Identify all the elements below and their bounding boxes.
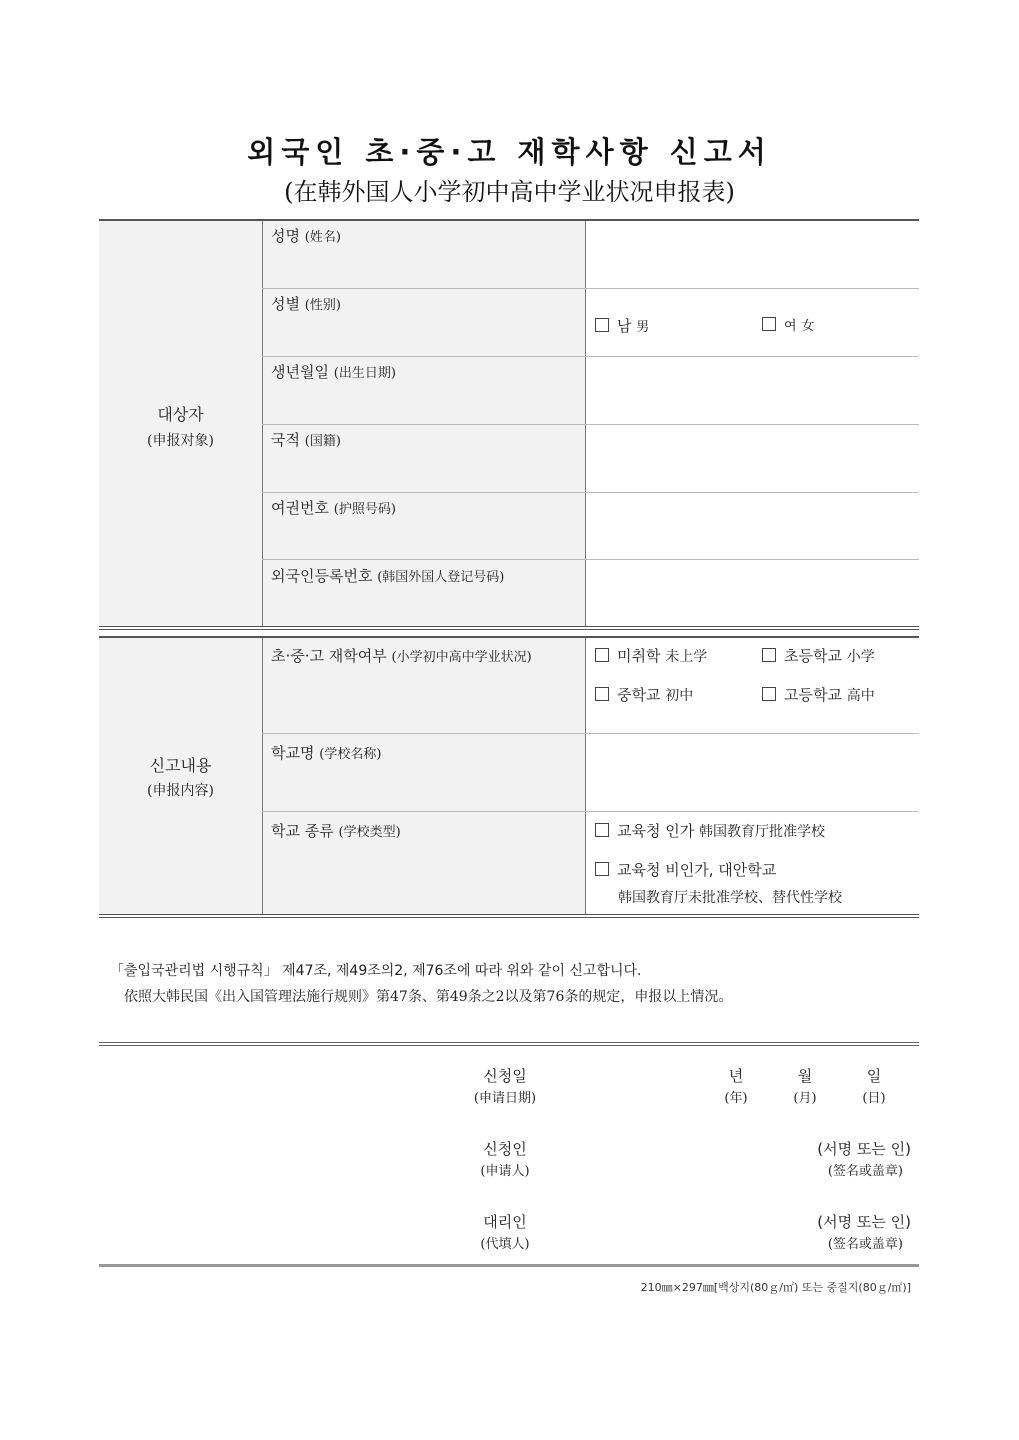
- field-school-name-label: 학교명 (学校名称): [271, 744, 382, 762]
- signature-bottom-border: [99, 1264, 919, 1267]
- enrollment-option-high[interactable]: 고등학교 高中: [762, 684, 875, 705]
- high-school-checkbox[interactable]: [762, 687, 776, 701]
- field-passport-label: 여권번호 (护照号码): [271, 499, 396, 517]
- field-school-type-label: 학교 종류 (学校类型): [271, 822, 401, 840]
- declaration-chinese: 依照大韩民国《出入国管理法施行规则》第47条、第49条之2以及第76条的规定，申报以上情况。: [124, 989, 733, 1005]
- approved-school-checkbox[interactable]: [595, 823, 609, 837]
- passport-input-area[interactable]: [586, 493, 919, 559]
- section1-header: 대상자: [157, 405, 204, 424]
- birthdate-input-area[interactable]: [586, 357, 919, 424]
- name-input-area[interactable]: [586, 221, 919, 288]
- school-type-option-approved[interactable]: 교육청 인가 韩国教育厅批准学校: [595, 820, 825, 841]
- month-label: 월: [797, 1067, 813, 1085]
- year-label: 년: [728, 1067, 744, 1085]
- agent-sign-hint: (서명 또는 인): [817, 1213, 911, 1231]
- field-enrollment-label: 초·중·고 재학여부 (小学初中高中学业状况): [271, 647, 532, 665]
- paper-spec-footer: 210㎜×297㎜[백상지(80ｇ/㎡) 또는 중질지(80ｇ/㎡)]: [640, 1281, 911, 1294]
- agent-label-cn: (代填人): [480, 1237, 530, 1252]
- section2-header: 신고내용: [149, 756, 212, 775]
- section1-header-cn: (申报对象): [147, 433, 214, 449]
- field-name-label: 성명 (姓名): [271, 227, 341, 245]
- field-nationality-label: 국적 (国籍): [271, 431, 341, 449]
- registration-input-area[interactable]: [586, 560, 919, 626]
- enrollment-option-middle[interactable]: 중학교 初中: [595, 684, 693, 705]
- applicant-sign-hint-cn: (签名或盖章): [827, 1164, 903, 1179]
- form-title: 외국인 초·중·고 재학사항 신고서: [247, 135, 772, 169]
- form-subtitle: (在韩外国人小学初中高中学业状况申报表): [284, 178, 735, 206]
- preschool-checkbox[interactable]: [595, 648, 609, 662]
- enrollment-option-preschool[interactable]: 미취학 未上学: [595, 645, 707, 666]
- gender-male-option[interactable]: 남 男: [595, 315, 649, 336]
- elementary-checkbox[interactable]: [762, 648, 776, 662]
- month-label-cn: (月): [793, 1091, 817, 1106]
- section2-header-cn: (申报内容): [147, 783, 214, 799]
- unapproved-school-checkbox[interactable]: [595, 862, 609, 876]
- year-label-cn: (年): [724, 1091, 748, 1106]
- school-type-option-unapproved[interactable]: 교육청 비인가, 대안학교: [595, 859, 776, 880]
- middle-school-checkbox[interactable]: [595, 687, 609, 701]
- school-type-unapproved-cn: 韩国教育厅未批准学校、替代性学校: [618, 890, 842, 906]
- application-date-label: 신청일: [483, 1067, 527, 1085]
- applicant-label: 신청인: [483, 1140, 527, 1158]
- field-gender-label: 성별 (性别): [271, 295, 341, 313]
- application-date-label-cn: (申请日期): [473, 1091, 537, 1106]
- declaration-korean: 「출입국관리법 시행규칙」 제47조, 제49조의2, 제76조에 따라 위와 같이 신고합니다.: [110, 963, 642, 979]
- field-registration-label: 외국인등록번호 (韩国外国人登记号码): [271, 567, 505, 585]
- nationality-input-area[interactable]: [586, 425, 919, 492]
- day-label-cn: (日): [862, 1091, 886, 1106]
- school-name-input-area[interactable]: [586, 734, 919, 811]
- applicant-label-cn: (申请人): [480, 1164, 530, 1179]
- applicant-sign-hint: (서명 또는 인): [817, 1140, 911, 1158]
- agent-label: 대리인: [483, 1213, 527, 1231]
- enrollment-option-elementary[interactable]: 초등학교 小学: [762, 645, 875, 666]
- gender-female-option[interactable]: 여 女: [762, 315, 814, 334]
- male-checkbox[interactable]: [595, 318, 609, 332]
- female-checkbox[interactable]: [762, 317, 776, 331]
- agent-sign-hint-cn: (签名或盖章): [827, 1237, 903, 1252]
- field-birthdate-label: 생년월일 (出生日期): [271, 363, 396, 381]
- day-label: 일: [866, 1067, 882, 1085]
